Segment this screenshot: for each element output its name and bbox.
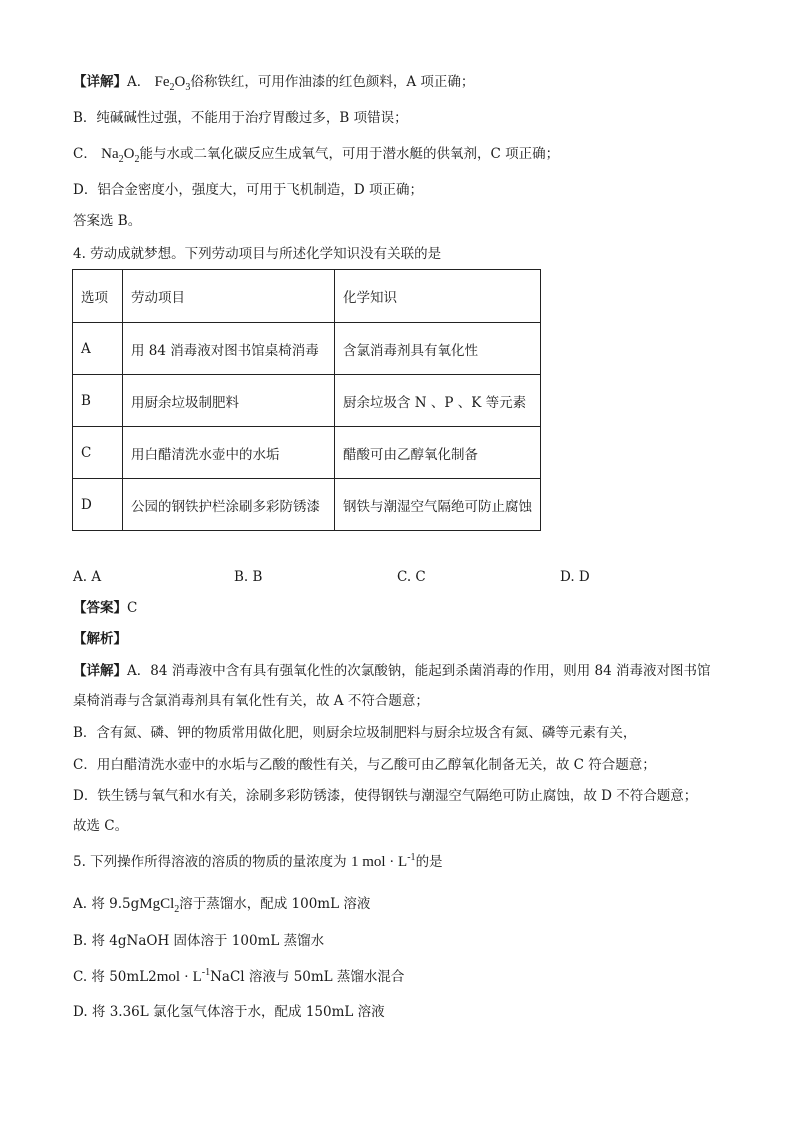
q4-option-d: D. D (560, 569, 590, 585)
answer-value: C (127, 600, 138, 616)
table-cell: 用白醋清洗水壶中的水垢 (123, 427, 335, 479)
detail-label: 【详解】 (73, 663, 127, 679)
concentration-formula: 1 mol · $L^{-1}$ (350, 852, 416, 870)
table-cell: D (73, 479, 123, 531)
table-cell: 用厨余垃圾制肥料 (123, 375, 335, 427)
table-cell: 公园的钢铁护栏涂刷多彩防锈漆 (123, 479, 335, 531)
table-cell: A (73, 323, 123, 375)
q5-option-a: A. 将 9.5gMgCl$_2$溶于蒸馏水，配成 100mL 溶液 (73, 896, 371, 915)
q4-detail-b: B．含有氮、磷、钾的物质常用做化肥，则厨余垃圾制肥料与厨余垃圾含有氮、磷等元素有关， (73, 725, 637, 741)
q4-stem: 4. 劳动成就梦想。下列劳动项目与所述化学知识没有关联的是 (73, 246, 442, 262)
q3-detail-line-d: D．铝合金密度小，强度大，可用于飞机制造，D 项正确； (73, 182, 423, 198)
q3-detail-line-c: C． $Na_2O_2$能与水或二氧化碳反应生成氧气，可用于潜水艇的供氧剂，C 项正确； (73, 146, 560, 165)
table-cell: C (73, 427, 123, 479)
q4-table (72, 269, 541, 531)
na2o2-formula: $Na_2O_2$ (101, 146, 140, 165)
q4-detail-d: D．铁生锈与氧气和水有关，涂刷多彩防锈漆，使得钢铁与潮湿空气隔绝可防止腐蚀，故 D 不符合题意； (73, 788, 698, 804)
q4-option-c: C. C (397, 569, 426, 585)
table-cell: B (73, 375, 123, 427)
table-cell: 用 84 消毒液对图书馆桌椅消毒 (123, 323, 335, 375)
q3-detail-line-b: B．纯碱碱性过强，不能用于治疗胃酸过多，B 项错误； (73, 110, 408, 126)
header-cell: 化学知识 (335, 270, 541, 323)
concentration-unit: mol · $L^{-1}$ (156, 967, 211, 985)
header-cell: 选项 (73, 270, 123, 323)
q4-conclusion: 故选 C。 (73, 818, 129, 834)
detail-label: 【详解】 (73, 74, 127, 90)
table-cell: 醋酸可由乙醇氧化制备 (335, 427, 541, 479)
table-cell: 厨余垃圾含 N 、P 、K 等元素 (335, 375, 541, 427)
q4-detail-a2: 桌椅消毒与含氯消毒剂具有氧化性有关，故 A 不符合题意； (73, 693, 429, 709)
q5-option-d: D. 将 3.36L 氯化氢气体溶于水，配成 150mL 溶液 (73, 1004, 385, 1020)
q5-option-c: C. 将 $50mL2mol \cdot L^{-1}NaCl$ 溶液与 50mL 蒸馏水混合 (73, 967, 405, 985)
q4-option-a: A. A (73, 569, 102, 585)
q5-stem: 5. 下列操作所得溶液的溶质的物质的量浓度为 1 mol · $L^{-1}$的是 (73, 852, 443, 870)
q5-option-b: B. 将 4gNaOH 固体溶于 100mL 蒸馏水 (73, 933, 325, 949)
header-cell: 劳动项目 (123, 270, 335, 323)
q3-answer-line: 答案选 B。 (73, 213, 142, 229)
table-row (73, 375, 541, 427)
q4-option-b: B. B (234, 569, 263, 585)
table-row (73, 427, 541, 479)
table-cell: 含氯消毒剂具有氧化性 (335, 323, 541, 375)
q4-detail-a1: 【详解】A．84 消毒液中含有具有强氧化性的次氯酸钠，能起到杀菌消毒的作用，则用 84 消毒液对图书馆 (73, 663, 711, 679)
fe2o3-formula: $Fe_2O_3$ (154, 74, 191, 93)
table-row (73, 323, 541, 375)
table-cell: 钢铁与潮湿空气隔绝可防止腐蚀 (335, 479, 541, 531)
mgcl2-formula: MgCl$_2$ (139, 896, 180, 915)
answer-label: 【答案】 (73, 600, 127, 616)
table-header-row (73, 270, 541, 323)
analysis-label: 【解析】 (73, 631, 127, 647)
table-row (73, 479, 541, 531)
q4-answer (73, 598, 137, 618)
q3-detail-line-a: 【详解】A． $Fe_2O_3$俗称铁红，可用作油漆的红色颜料，A 项正确； (73, 74, 475, 93)
q4-detail-c: C．用白醋清洗水壶中的水垢与乙酸的酸性有关，与乙酸可由乙醇氧化制备无关，故 C 符合题意； (73, 757, 656, 773)
